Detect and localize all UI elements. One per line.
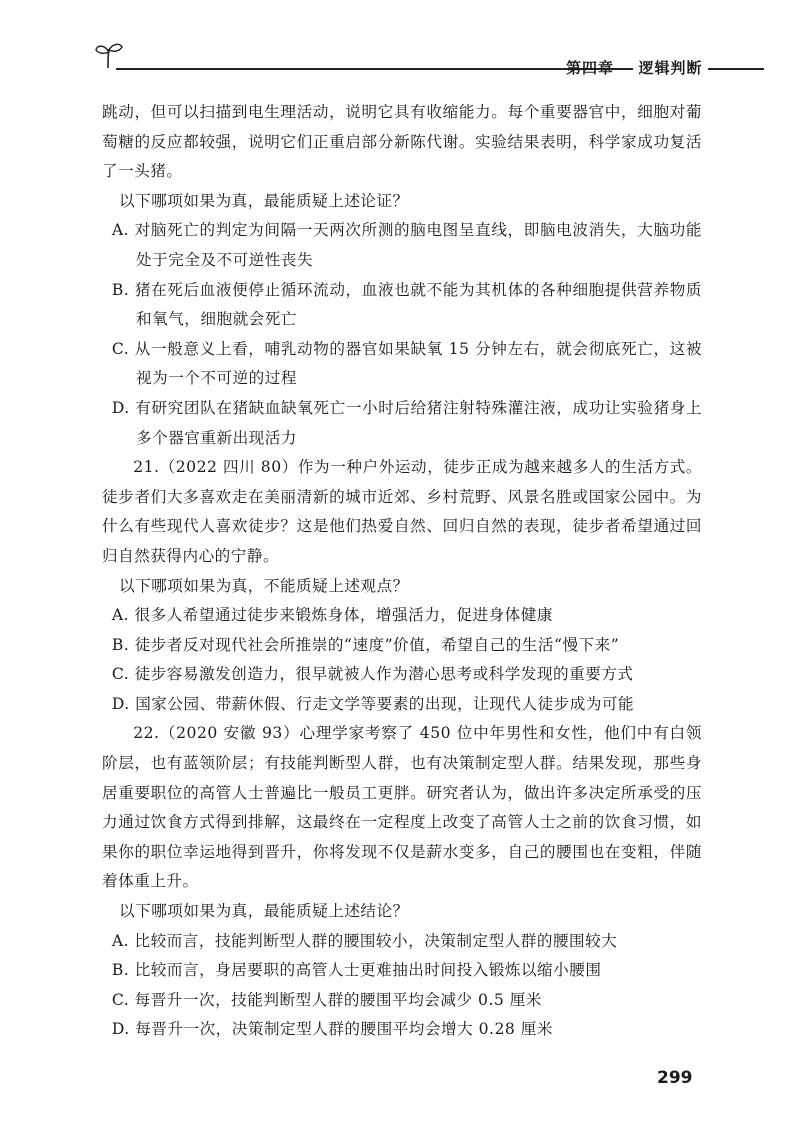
q21-option-c: C. 徒步容易激发创造力，很早就被人作为潜心思考或科学发现的重要方式	[111, 665, 634, 684]
q20-stem: 以下哪项如果为真，最能质疑上述论证？	[119, 191, 409, 210]
page-header	[92, 40, 762, 77]
page-number: 299	[657, 1068, 693, 1088]
q20-option-d: D. 有研究团队在猪缺血缺氧死亡一小时后给猪注射特殊灌注液，成功让实验猪身上多个器官重新出现活力	[111, 398, 702, 447]
q20-option-a: A. 对脑死亡的判定为间隔一天两次所测的脑电图呈直线，即脑电波消失，大脑功能处于完全及不可逆性丧失	[111, 221, 702, 269]
section-title: 逻辑判断	[638, 59, 703, 77]
q22-option-b: B. 比较而言，身居要职的高管人士更难抽出时间投入锻炼以缩小腰围	[111, 961, 602, 980]
q21-passage: 21.（2022 四川 80）作为一种户外运动，徒步正成为越来越多人的生活方式。徒步者们大多喜欢走在美丽清新的城市近郊、乡村荒野、风景名胜或国家公园中。为什么有些现代人喜欢徒步？这是他们热爱自然、回归自然的表现，徒步者希望通过回归自然获得内心的宁静。	[102, 458, 702, 565]
q21-stem: 以下哪项如果为真，不能质疑上述观点？	[119, 576, 409, 595]
q22-option-c: C. 每晋升一次，技能判断型人群的腰围平均会减少 0.5 厘米	[111, 990, 542, 1009]
q22-option-a: A. 比较而言，技能判断型人群的腰围较小，决策制定型人群的腰围较大	[111, 931, 618, 950]
q22-stem: 以下哪项如果为真，最能质疑上述结论？	[119, 902, 409, 921]
q21-option-b: B. 徒步者反对现代社会所推崇的“速度”价值，希望自己的生活“慢下来”	[111, 635, 620, 654]
q21-option-d: D. 国家公园、带薪休假、行走文学等要素的出现，让现代人徒步成为可能	[111, 694, 635, 713]
header-rule-right	[708, 68, 764, 70]
header-rule-left	[116, 68, 633, 70]
q21-option-a: A. 很多人希望通过徒步来锻炼身体，增强活力，促进身体健康	[111, 606, 553, 625]
q20-option-b: B. 猪在死后血液便停止循环流动，血液也就不能为其机体的各种细胞提供营养物质和氧气，细胞就会死亡	[111, 280, 702, 329]
q20-option-c: C. 从一般意义上看，哺乳动物的器官如果缺氧 15 分钟左右，就会彻底死亡，这被视为一个不可逆的过程	[111, 339, 702, 388]
q22-passage: 22.（2020 安徽 93）心理学家考察了 450 位中年男性和女性，他们中有白领阶层，也有蓝领阶层；有技能判断型人群，也有决策制定型人群。结果发现，那些身居重要职位的高管人士普遍比一般员工更胖。研究者认为，做出许多决定所承受的压力通过饮食方式得到排解，这最终在一定程度上改变了高管人士之前的饮食习惯，如果你的职位幸运地得到晋升，你将发现不仅是薪水变多，自己的腰围也在变粗，伴随着体重上升。	[102, 724, 702, 891]
continuation-paragraph: 跳动，但可以扫描到电生理活动，说明它具有收缩能力。每个重要器官中，细胞对葡萄糖的反应都较强，说明它们正重启部分新陈代谢。实验结果表明，科学家成功复活了一头猪。	[102, 103, 702, 181]
page-content	[102, 98, 702, 1045]
sprout-icon	[94, 40, 124, 70]
chapter-title	[566, 57, 703, 78]
chapter-number: 第四章	[566, 59, 615, 77]
q22-option-d: D. 每晋升一次，决策制定型人群的腰围平均会增大 0.28 厘米	[111, 1020, 553, 1039]
